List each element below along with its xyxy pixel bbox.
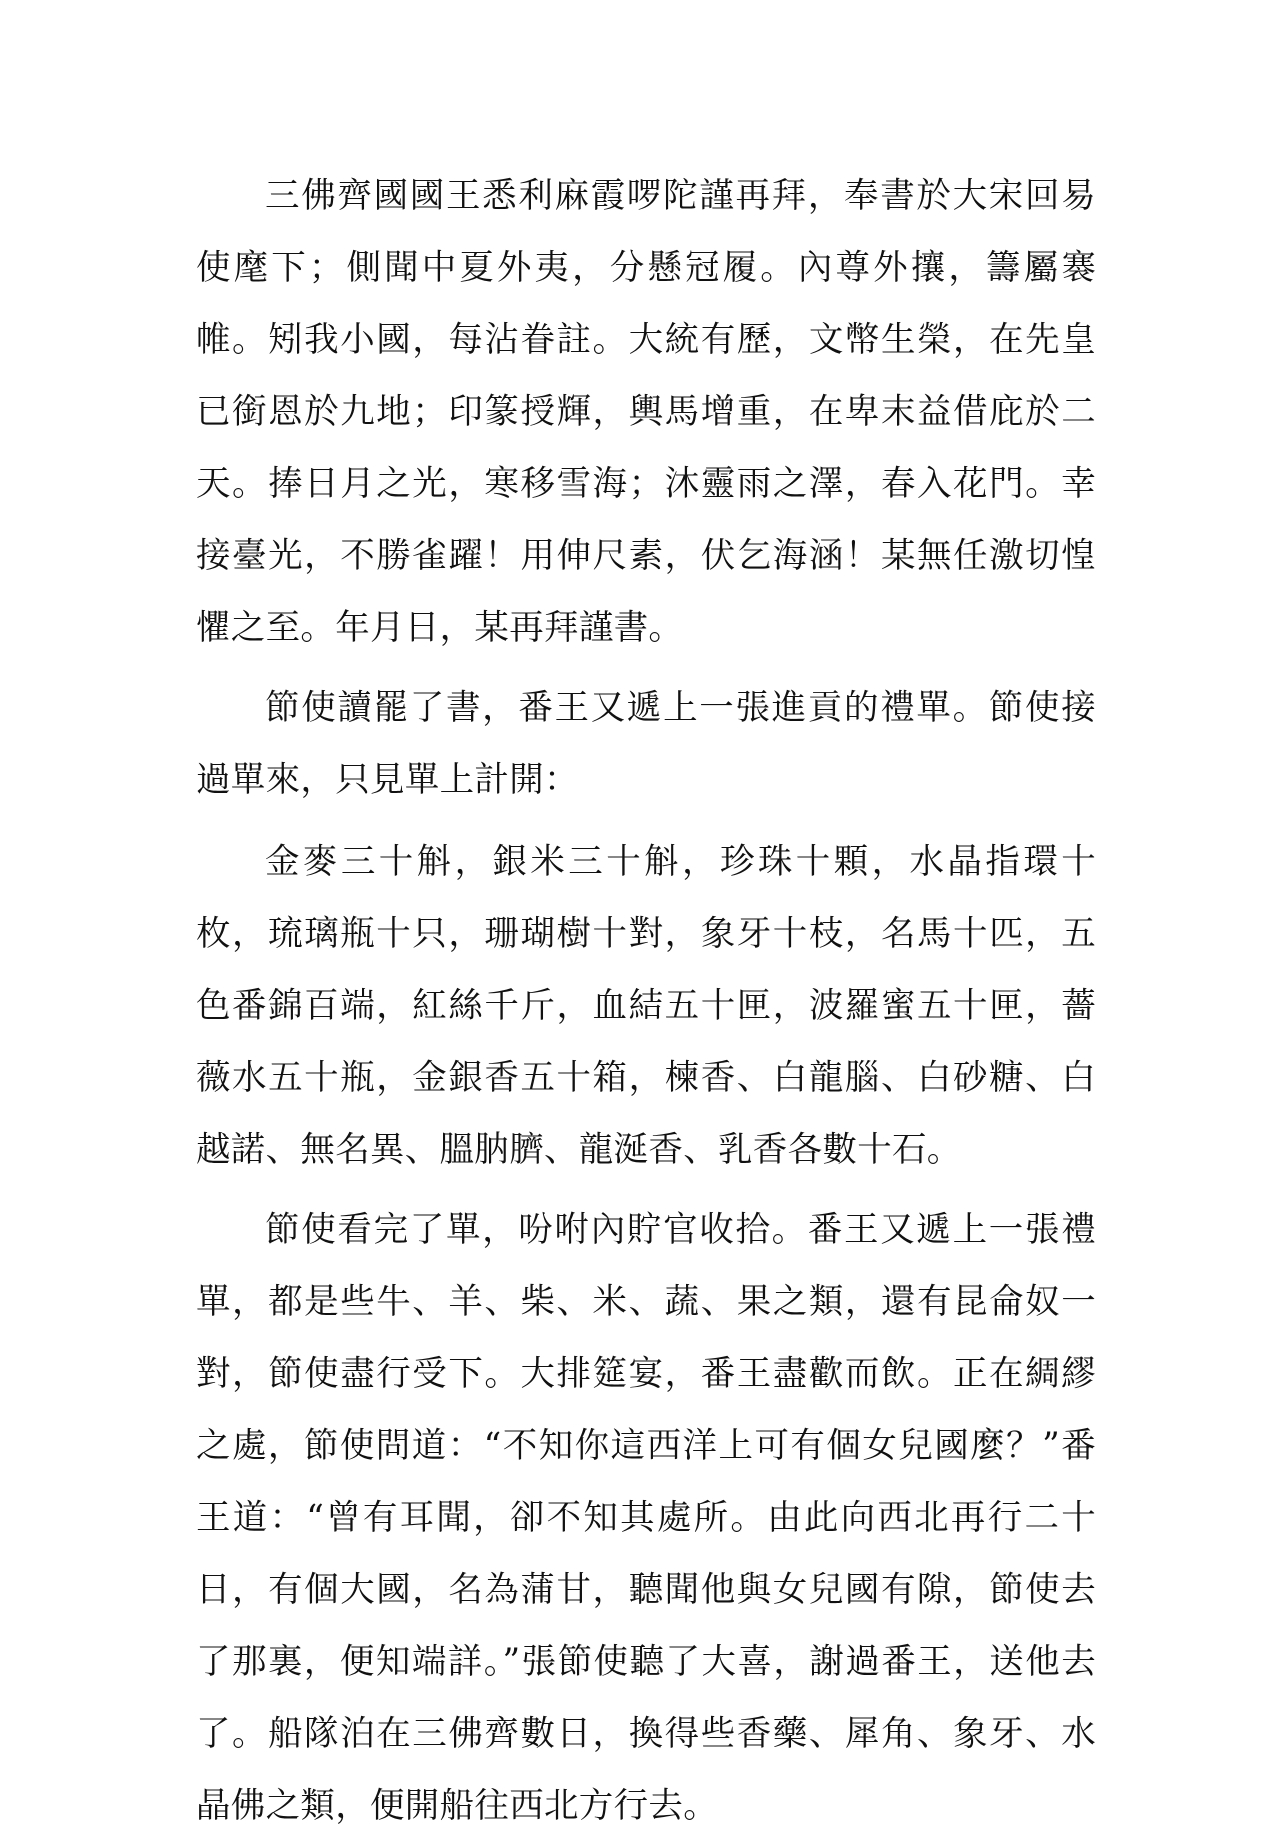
paragraph-gift-list: 金麥三十斛，銀米三十斛，珍珠十顆，水晶指環十枚，琉璃瓶十只，珊瑚樹十對，象牙十枝，名馬十匹，五色番錦百端，紅絲千斤，血結五十匣，波羅蜜五十匣，薔薇水五十瓶，金銀香五十箱，楝香、白龍腦、白砂糖、白越諾、無名異、膃肭臍、龍涎香、乳香各數十石。	[196, 842, 1096, 1170]
paragraph-banquet: 節使看完了單，吩咐內貯官收拾。番王又遞上一張禮單，都是些牛、羊、柴、米、蔬、果之類，還有昆侖奴一對，節使盡行受下。大排筵宴，番王盡歡而飲。正在綢繆之處，節使問道：“不知你這西洋上可有個女兒國麼？”番王道：“曾有耳聞，卻不知其處所。由此向西北再行二十日，有個大國，名為蒲甘，聽聞他與女兒國有隙，節使去了那裏，便知端詳。”張節使聽了大喜，謝過番王，送他去了。船隊泊在三佛齊數日，換得些香藥、犀角、象牙、水晶佛之類，便開船往西北方行去。	[196, 1210, 1096, 1826]
document-page	[196, 160, 1096, 1842]
paragraph-letter: 三佛齊國國王悉利麻霞啰陀謹再拜，奉書於大宋回易使麾下；側聞中夏外夷，分懸冠履。內尊外攘，籌屬褰帷。矧我小國，每沾眷註。大統有歷，文幣生榮，在先皇已銜恩於九地；印篆授輝，輿馬增重，在卑末益借庇於二天。捧日月之光，寒移雪海；沐靈雨之澤，春入花門。幸接臺光，不勝雀躍！用伸尺素，伏乞海涵！某無任激切惶懼之至。年月日，某再拜謹書。	[196, 176, 1096, 648]
paragraph-gift-list-intro: 節使讀罷了書，番王又遞上一張進貢的禮單。節使接過單來，只見單上計開：	[196, 688, 1096, 800]
